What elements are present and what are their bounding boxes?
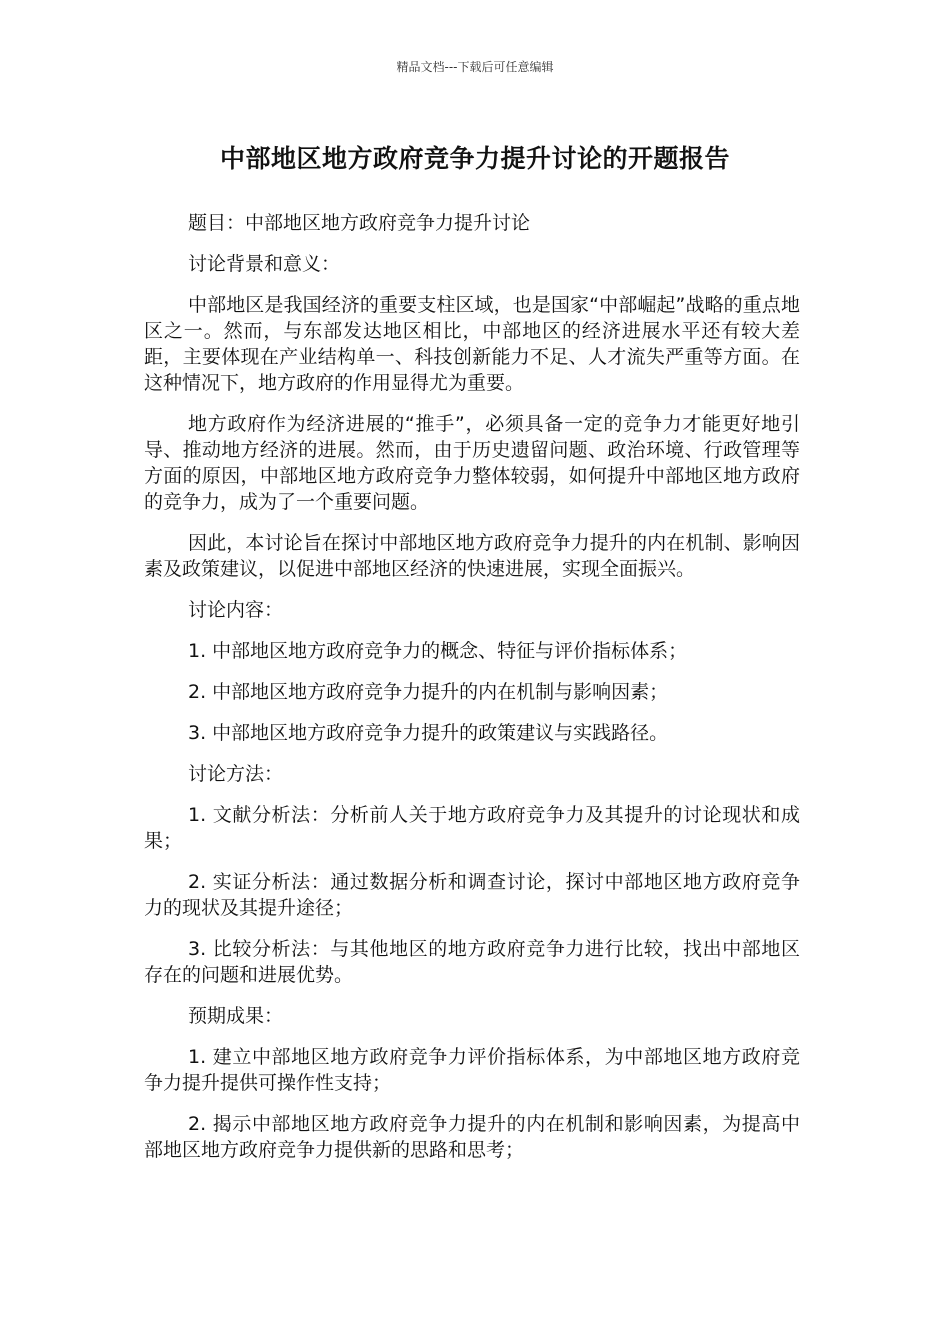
document-title: 中部地区地方政府竞争力提升讨论的开题报告 bbox=[219, 144, 730, 173]
list-item-content-1: 1. 中部地区地方政府竞争力的概念、特征与评价指标体系； bbox=[188, 640, 688, 662]
list-item-method-2: 2. 实证分析法：通过数据分析和调查讨论，探讨中部地区地方政府竞争力的现状及其提升途径； bbox=[144, 871, 800, 919]
paragraph-background-1: 中部地区是我国经济的重要支柱区域，也是国家“中部崛起”战略的重点地区之一。然而，与东部发达地区相比，中部地区的经济进展水平还有较大差距，主要体现在产业结构单一、科技创新能力不足、人才流失严重等方面。在这种情况下，地方政府的作用显得尤为重要。 bbox=[144, 294, 800, 394]
section-heading-content: 讨论内容： bbox=[188, 599, 284, 621]
header-note: 精品文档---下载后可任意编辑 bbox=[396, 60, 554, 74]
list-item-content-2: 2. 中部地区地方政府竞争力提升的内在机制与影响因素； bbox=[188, 681, 669, 703]
document-body bbox=[144, 210, 800, 1178]
topic-line: 题目：中部地区地方政府竞争力提升讨论 bbox=[188, 212, 531, 234]
section-heading-methods: 讨论方法： bbox=[188, 763, 284, 785]
list-item-outcome-1: 1. 建立中部地区地方政府竞争力评价指标体系，为中部地区地方政府竞争力提升提供可操作性支持； bbox=[144, 1046, 800, 1094]
section-heading-background: 讨论背景和意义： bbox=[188, 253, 341, 275]
list-item-method-1: 1. 文献分析法：分析前人关于地方政府竞争力及其提升的讨论现状和成果； bbox=[144, 804, 800, 852]
list-item-method-3: 3. 比较分析法：与其他地区的地方政府竞争力进行比较，找出中部地区存在的问题和进展优势。 bbox=[144, 938, 800, 986]
list-item-outcome-2: 2. 揭示中部地区地方政府竞争力提升的内在机制和影响因素，为提高中部地区地方政府竞争力提供新的思路和思考； bbox=[144, 1113, 800, 1161]
list-item-content-3: 3. 中部地区地方政府竞争力提升的政策建议与实践路径。 bbox=[188, 722, 669, 744]
paragraph-background-3: 因此，本讨论旨在探讨中部地区地方政府竞争力提升的内在机制、影响因素及政策建议，以促进中部地区经济的快速进展，实现全面振兴。 bbox=[144, 532, 800, 580]
paragraph-background-2: 地方政府作为经济进展的“推手”，必须具备一定的竞争力才能更好地引导、推动地方经济的进展。然而，由于历史遗留问题、政治环境、行政管理等方面的原因，中部地区地方政府竞争力整体较弱，如何提升中部地区地方政府的竞争力，成为了一个重要问题。 bbox=[144, 413, 800, 513]
section-heading-outcomes: 预期成果： bbox=[188, 1005, 284, 1027]
